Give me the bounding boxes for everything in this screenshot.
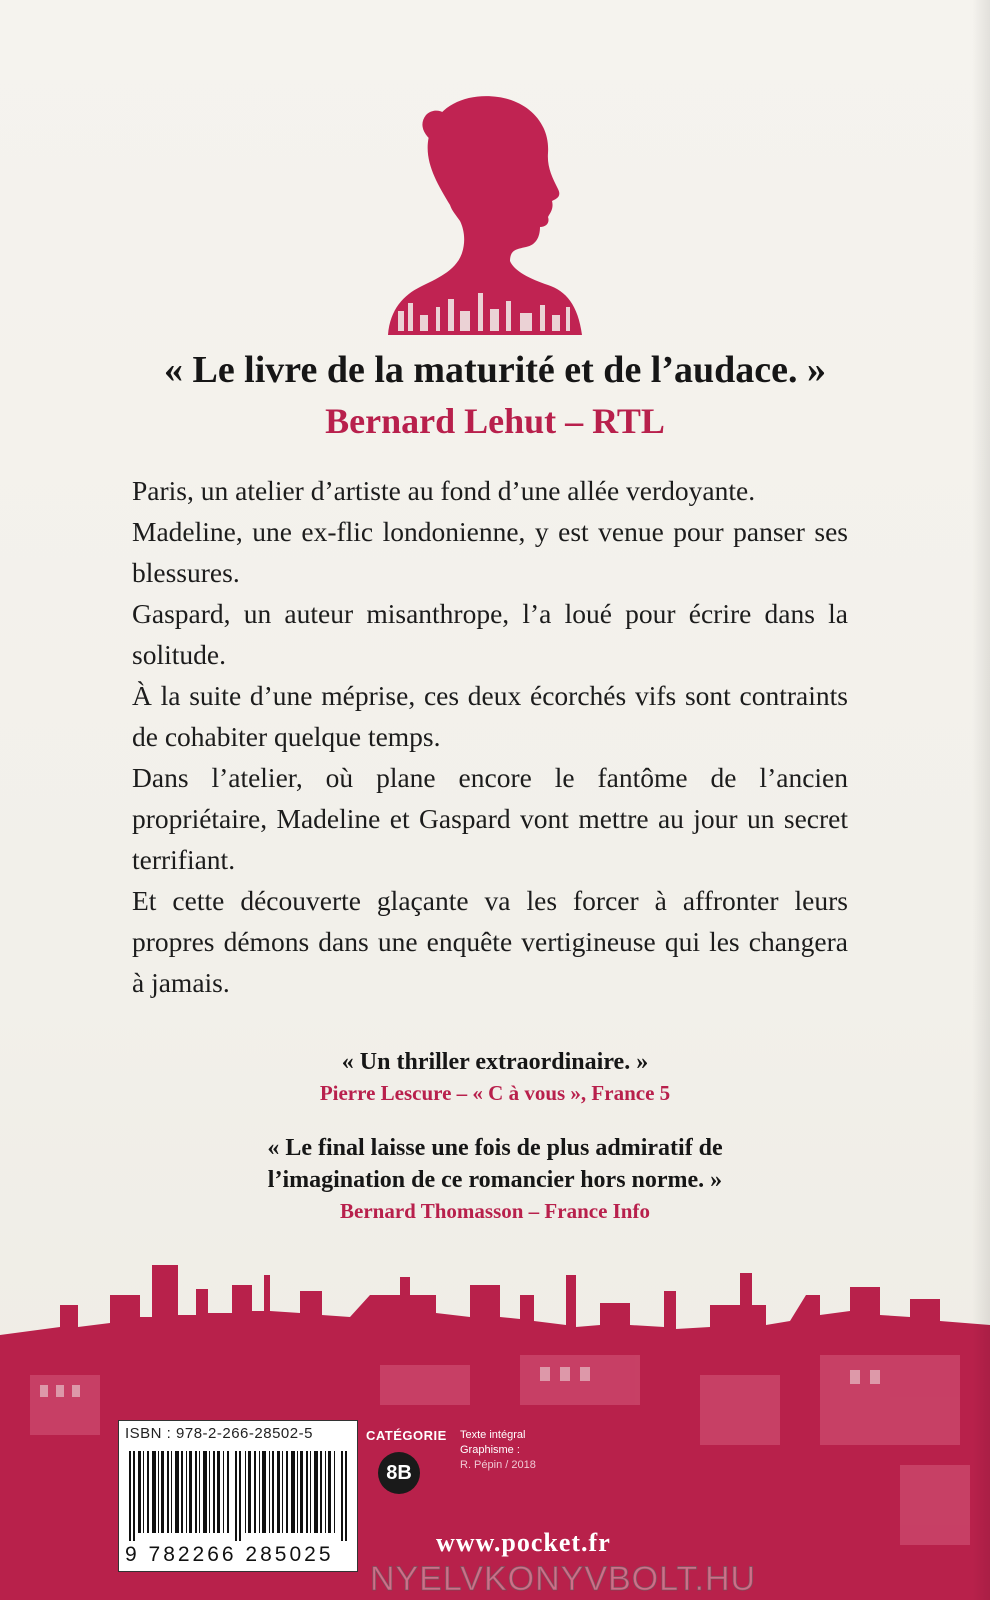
review-quote-line: « Le final laisse une fois de plus admiratif de bbox=[267, 1135, 723, 1161]
headline-quote: « Le livre de la maturité et de l’audace. » bbox=[163, 349, 827, 391]
synopsis bbox=[132, 470, 848, 1003]
review-quote: « Un thriller extraordinaire. » bbox=[341, 1049, 649, 1075]
isbn-text: ISBN : 978-2-266-28502-5 bbox=[125, 1425, 313, 1442]
review-author: Bernard Thomasson – France Info bbox=[340, 1199, 650, 1223]
synopsis-paragraph: Dans l’atelier, où plane encore le fantôme de l’ancien propriétaire, Madeline et Gaspard vont mettre au jour un secret terrifiant. bbox=[132, 762, 848, 875]
page-edge-shadow bbox=[972, 0, 990, 1600]
categorie-badge: 8B bbox=[378, 1452, 420, 1494]
headline-quote-author: Bernard Lehut – RTL bbox=[325, 401, 665, 441]
synopsis-paragraph: À la suite d’une méprise, ces deux écorchés vifs sont contraints de cohabiter quelque temps. bbox=[132, 680, 848, 752]
synopsis-paragraph: Et cette découverte glaçante va les forcer à affronter leurs propres démons dans une enquête vertigineuse qui les changera à jamais. bbox=[132, 885, 848, 998]
barcode-icon bbox=[129, 1451, 347, 1541]
categorie-label: CATÉGORIE bbox=[366, 1428, 447, 1443]
credits bbox=[460, 1428, 536, 1473]
review-2 bbox=[120, 1132, 870, 1226]
review-author: Pierre Lescure – « C à vous », France 5 bbox=[319, 1081, 671, 1105]
website-url: www.pocket.fr bbox=[436, 1528, 611, 1557]
isbn-barcode-box bbox=[118, 1420, 358, 1572]
credits-line: R. Pépin / 2018 bbox=[460, 1459, 536, 1471]
review-1 bbox=[120, 1046, 870, 1108]
review-quote-line: l’imagination de ce romancier hors norme. » bbox=[267, 1167, 723, 1193]
credits-line: Graphisme : bbox=[460, 1444, 520, 1456]
synopsis-paragraph: Gaspard, un auteur misanthrope, l’a loué pour écrire dans la solitude. bbox=[132, 598, 848, 670]
synopsis-paragraph: Paris, un atelier d’artiste au fond d’une allée verdoyante. bbox=[132, 475, 756, 506]
watermark: NYELVKONYVBOLT.HU bbox=[370, 1560, 757, 1598]
credits-line: Texte intégral bbox=[460, 1429, 526, 1441]
woman-silhouette-illustration bbox=[380, 85, 590, 335]
synopsis-paragraph: Madeline, une ex-flic londonienne, y est venue pour panser ses blessures. bbox=[132, 516, 848, 588]
barcode-digits: 9 782266 285025 bbox=[125, 1543, 334, 1566]
